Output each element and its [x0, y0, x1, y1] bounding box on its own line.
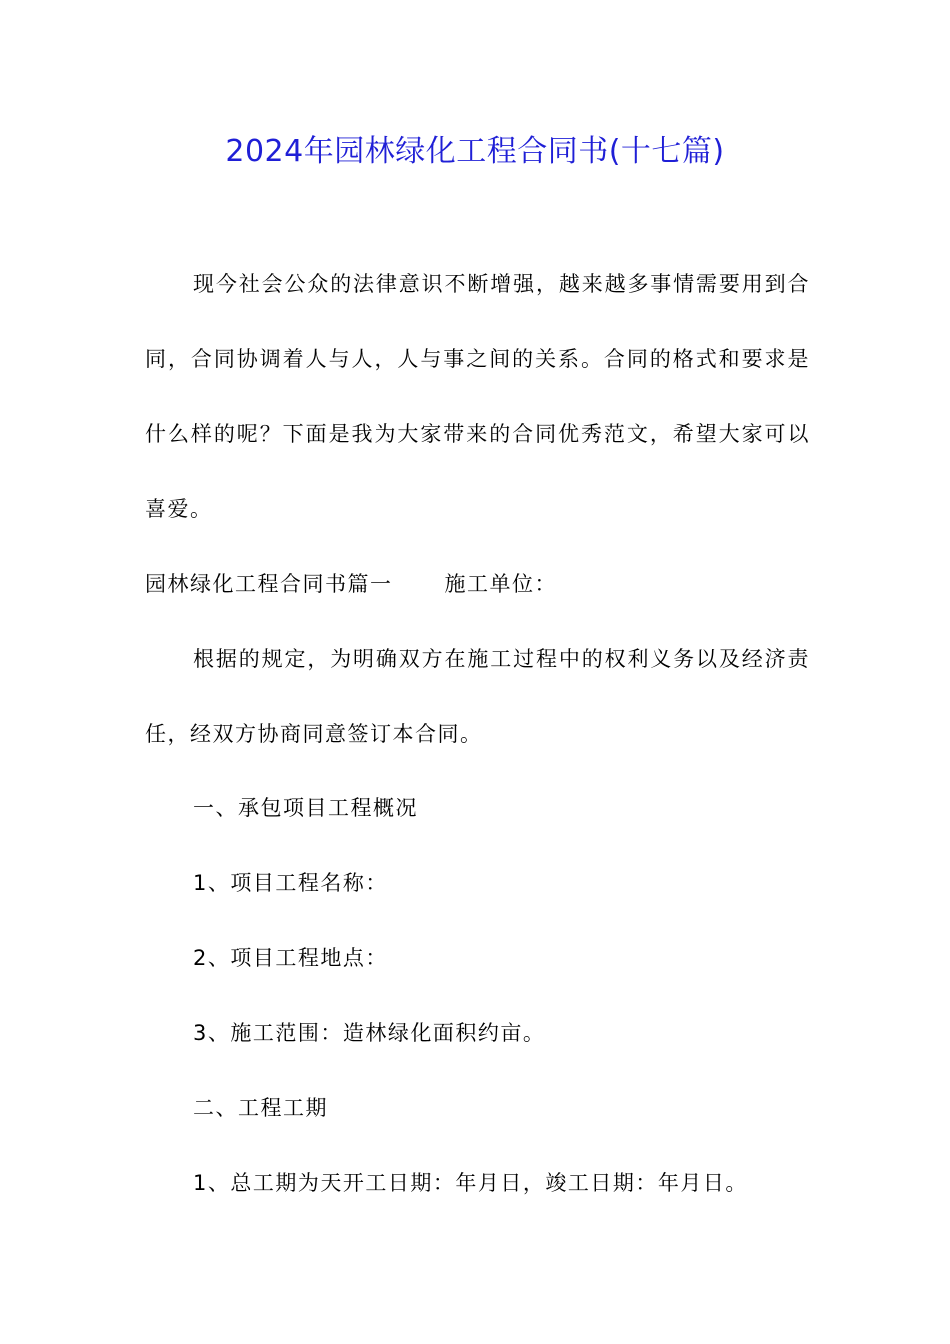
basis-paragraph: 根据的规定，为明确双方在施工过程中的权利义务以及经济责任，经双方协商同意签订本合同。 [145, 647, 810, 746]
intro-paragraph: 现今社会公众的法律意识不断增强，越来越多事情需要用到合同，合同协调着人与人，人与事之间的关系。合同的格式和要求是什么样的呢？下面是我为大家带来的合同优秀范文，希望大家可以喜爱。 [145, 272, 810, 521]
section-heading-line [145, 564, 557, 604]
clause-heading: 二、工程工期 [193, 1096, 328, 1120]
party-label: 施工单位： [444, 572, 557, 596]
clause-heading: 一、承包项目工程概况 [193, 796, 418, 820]
clause-item: 1、项目工程名称： [193, 871, 388, 895]
document-title: 2024年园林绿化工程合同书(十七篇) [225, 134, 725, 169]
clause-item: 1、总工期为天开工日期：年月日，竣工日期：年月日。 [193, 1171, 748, 1195]
clause-item: 2、项目工程地点： [193, 946, 388, 970]
section-heading: 园林绿化工程合同书篇一 [145, 572, 393, 596]
clause-item: 3、施工范围：造林绿化面积约亩。 [193, 1021, 546, 1045]
